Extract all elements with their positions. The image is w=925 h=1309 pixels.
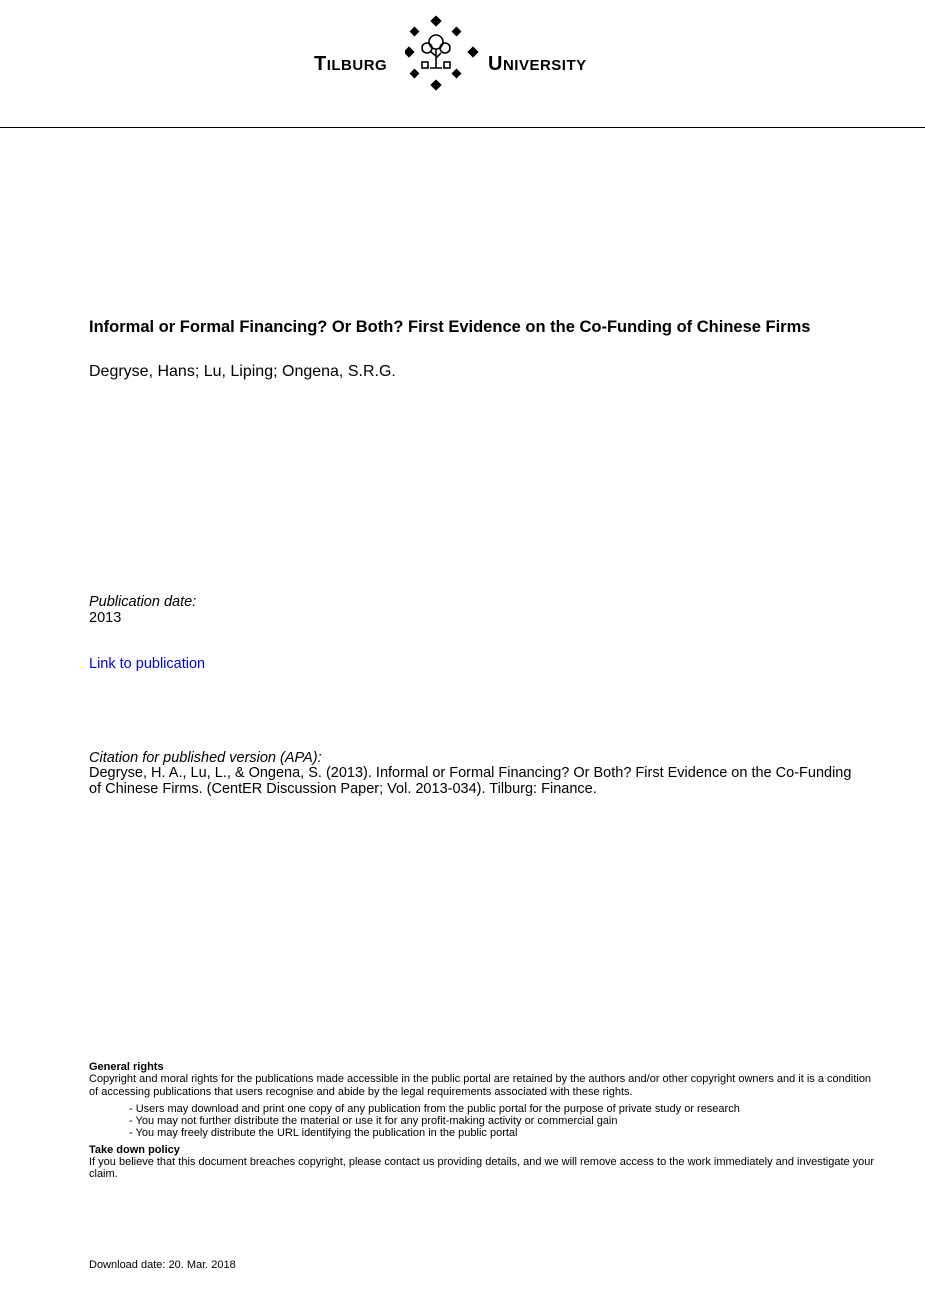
publication-title: Informal or Formal Financing? Or Both? First Evidence on the Co-Funding of Chinese Firms: [89, 318, 811, 336]
citation-text: Degryse, H. A., Lu, L., & Ongena, S. (2013). Informal or Formal Financing? Or Both? First Evidence on the Co-Funding of Chinese Firms. (CentER Discussion Paper; Vol. 2013-034). Tilburg: Finance.: [89, 765, 852, 797]
publication-date-label: Publication date:: [89, 594, 197, 610]
link-to-publication[interactable]: Link to publication: [89, 656, 206, 672]
rights-list: [89, 1103, 879, 1140]
publication-authors: Degryse, Hans; Lu, Liping; Ongena, S.R.G.: [89, 363, 396, 380]
list-item: - You may freely distribute the URL identifying the publication in the public portal: [129, 1127, 518, 1140]
rights-section: [89, 1061, 879, 1181]
list-item: - Users may download and print one copy of any publication from the public portal for the purpose of private study or research: [129, 1102, 740, 1115]
takedown-policy-heading: Take down policy: [89, 1143, 180, 1156]
logo-word-university: UNIVERSITY: [488, 53, 587, 75]
logo-word-tilburg: TILBURG: [314, 53, 388, 75]
citation-label: Citation for published version (APA):: [89, 750, 322, 766]
list-item: - You may not further distribute the material or use it for any profit-making activity or commercial gain: [129, 1115, 618, 1128]
header-divider: [0, 127, 925, 128]
download-date: Download date: 20. Mar. 2018: [89, 1259, 236, 1271]
publication-date-value: 2013: [89, 610, 122, 626]
general-rights-heading: General rights: [89, 1061, 164, 1073]
general-rights-text: Copyright and moral rights for the publications made accessible in the public portal are retained by the authors and/or other copyright owners and it is a condition of accessing publications that users recognise and abide by the legal requirements associated with these rights.: [89, 1073, 872, 1098]
takedown-policy-text: If you believe that this document breaches copyright, please contact us providing details, and we will remove access to the work immediately and investigate your claim.: [89, 1156, 875, 1181]
university-logo: [314, 14, 614, 98]
